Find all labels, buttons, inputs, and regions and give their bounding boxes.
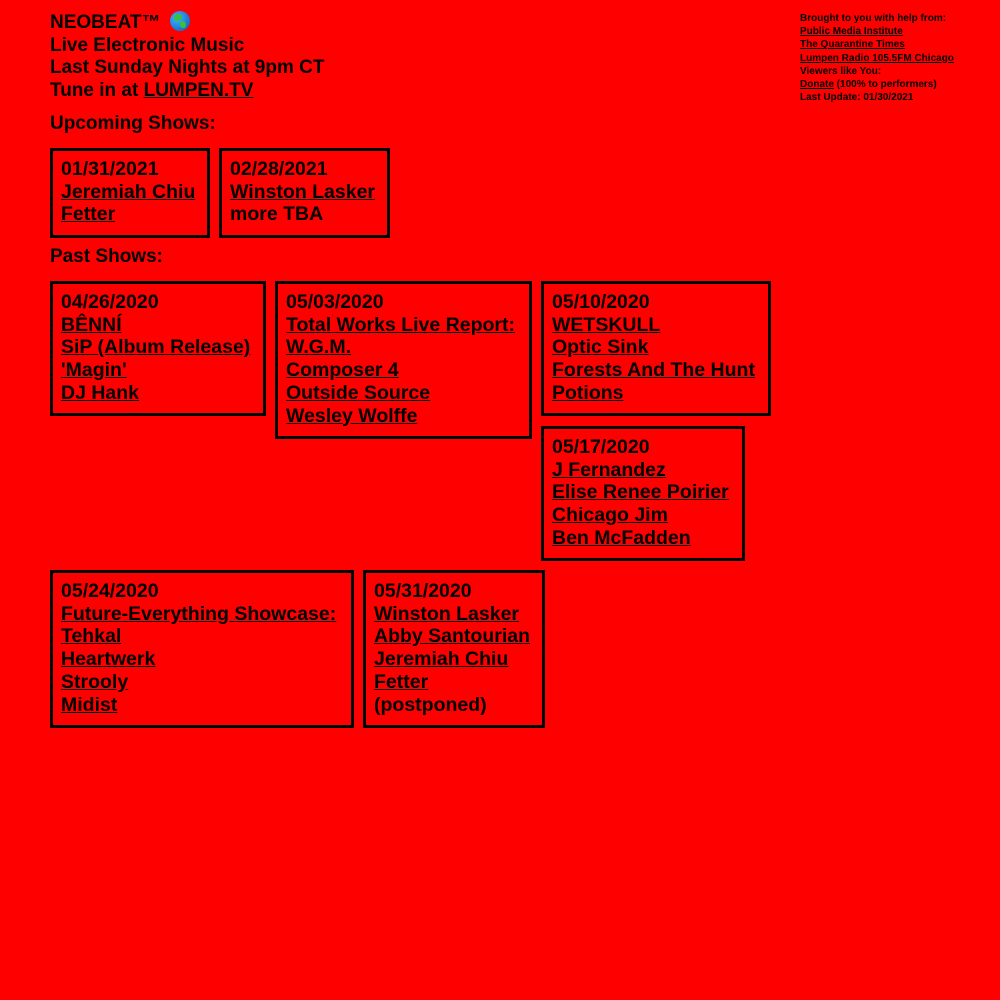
artist-link[interactable]: Wesley Wolffe [286, 404, 418, 427]
artist-link[interactable]: Jeremiah Chiu [61, 180, 196, 203]
donate-link[interactable]: Donate [800, 79, 834, 91]
artist-link[interactable]: Chicago Jim [552, 504, 668, 527]
show-note: more TBA [230, 203, 324, 226]
show-note: (postponed) [374, 693, 487, 716]
credits-panel [800, 12, 954, 104]
title-line [50, 11, 324, 35]
artist-link[interactable]: Fetter [374, 670, 429, 693]
show-card [275, 281, 532, 439]
show-card [50, 570, 354, 728]
show-card [541, 426, 745, 561]
artist-link[interactable]: 'Magin' [61, 359, 127, 382]
show-date: 05/10/2020 [552, 291, 650, 313]
show-card [219, 148, 390, 238]
artist-link[interactable]: WETSKULL [552, 313, 661, 336]
show-date: 05/03/2020 [286, 291, 384, 313]
artist-link[interactable]: Elise Renee Poirier [552, 481, 729, 504]
artist-link[interactable]: Midist [61, 693, 118, 716]
schedule-text: Last Sunday Nights at 9pm CT [50, 57, 325, 78]
artist-link[interactable]: Heartwerk [61, 648, 156, 671]
show-date: 05/31/2020 [374, 580, 472, 602]
show-card [363, 570, 545, 728]
sponsor-link-lumpen-radio[interactable]: Lumpen Radio 105.5FM Chicago [800, 52, 954, 64]
artist-link[interactable]: Optic Sink [552, 336, 649, 359]
show-date: 02/28/2021 [230, 158, 328, 180]
tune-in-line [50, 80, 324, 103]
upcoming-shows-heading: Upcoming Shows: [50, 113, 216, 134]
artist-link[interactable]: Abby Santourian [374, 625, 531, 648]
sponsor-link-pmi[interactable]: Public Media Institute [800, 26, 903, 38]
artist-link[interactable]: Total Works Live Report: [286, 313, 515, 336]
artist-link[interactable]: Forests And The Hunt [552, 359, 755, 382]
artist-link[interactable]: W.G.M. [286, 336, 351, 359]
show-card [50, 148, 210, 238]
tune-in-prefix: Tune in at [50, 79, 144, 101]
viewers-text: Viewers like You: [800, 65, 882, 77]
artist-link[interactable]: SiP (Album Release) [61, 336, 251, 359]
site-title: NEOBEAT™ [50, 12, 161, 33]
artist-link[interactable]: Future-Everything Showcase: [61, 602, 337, 625]
artist-link[interactable]: J Fernandez [552, 458, 666, 481]
site-header [50, 11, 324, 102]
donate-note: (100% to performers) [833, 79, 937, 91]
artist-link[interactable]: Winston Lasker [230, 180, 376, 203]
artist-link[interactable]: Strooly [61, 670, 129, 693]
last-update: Last Update: 01/30/2021 [800, 92, 914, 104]
past-shows-heading: Past Shows: [50, 246, 163, 267]
artist-link[interactable]: Outside Source [286, 381, 431, 404]
artist-link[interactable]: Tehkal [61, 625, 122, 648]
sponsor-link-quarantine-times[interactable]: The Quarantine Times [800, 39, 905, 51]
show-date: 01/31/2021 [61, 158, 159, 180]
show-card [50, 281, 266, 416]
site-subtitle: Live Electronic Music [50, 34, 245, 56]
artist-link[interactable]: Jeremiah Chiu [374, 648, 509, 671]
donate-line [800, 78, 954, 91]
show-date: 05/24/2020 [61, 580, 159, 602]
artist-link[interactable]: Potions [552, 381, 624, 404]
artist-link[interactable]: DJ Hank [61, 381, 140, 404]
artist-link[interactable]: Winston Lasker [374, 602, 520, 625]
show-card [541, 281, 771, 416]
artist-link[interactable]: Composer 4 [286, 359, 399, 382]
artist-link[interactable]: Ben McFadden [552, 526, 691, 549]
show-date: 04/26/2020 [61, 291, 159, 313]
artist-link[interactable]: BÊNNÍ [61, 313, 122, 336]
lumpen-tv-link[interactable]: LUMPEN.TV [143, 79, 254, 101]
show-date: 05/17/2020 [552, 436, 650, 458]
globe-icon [170, 11, 190, 31]
credits-intro: Brought to you with help from: [800, 13, 947, 24]
artist-link[interactable]: Fetter [61, 203, 116, 226]
